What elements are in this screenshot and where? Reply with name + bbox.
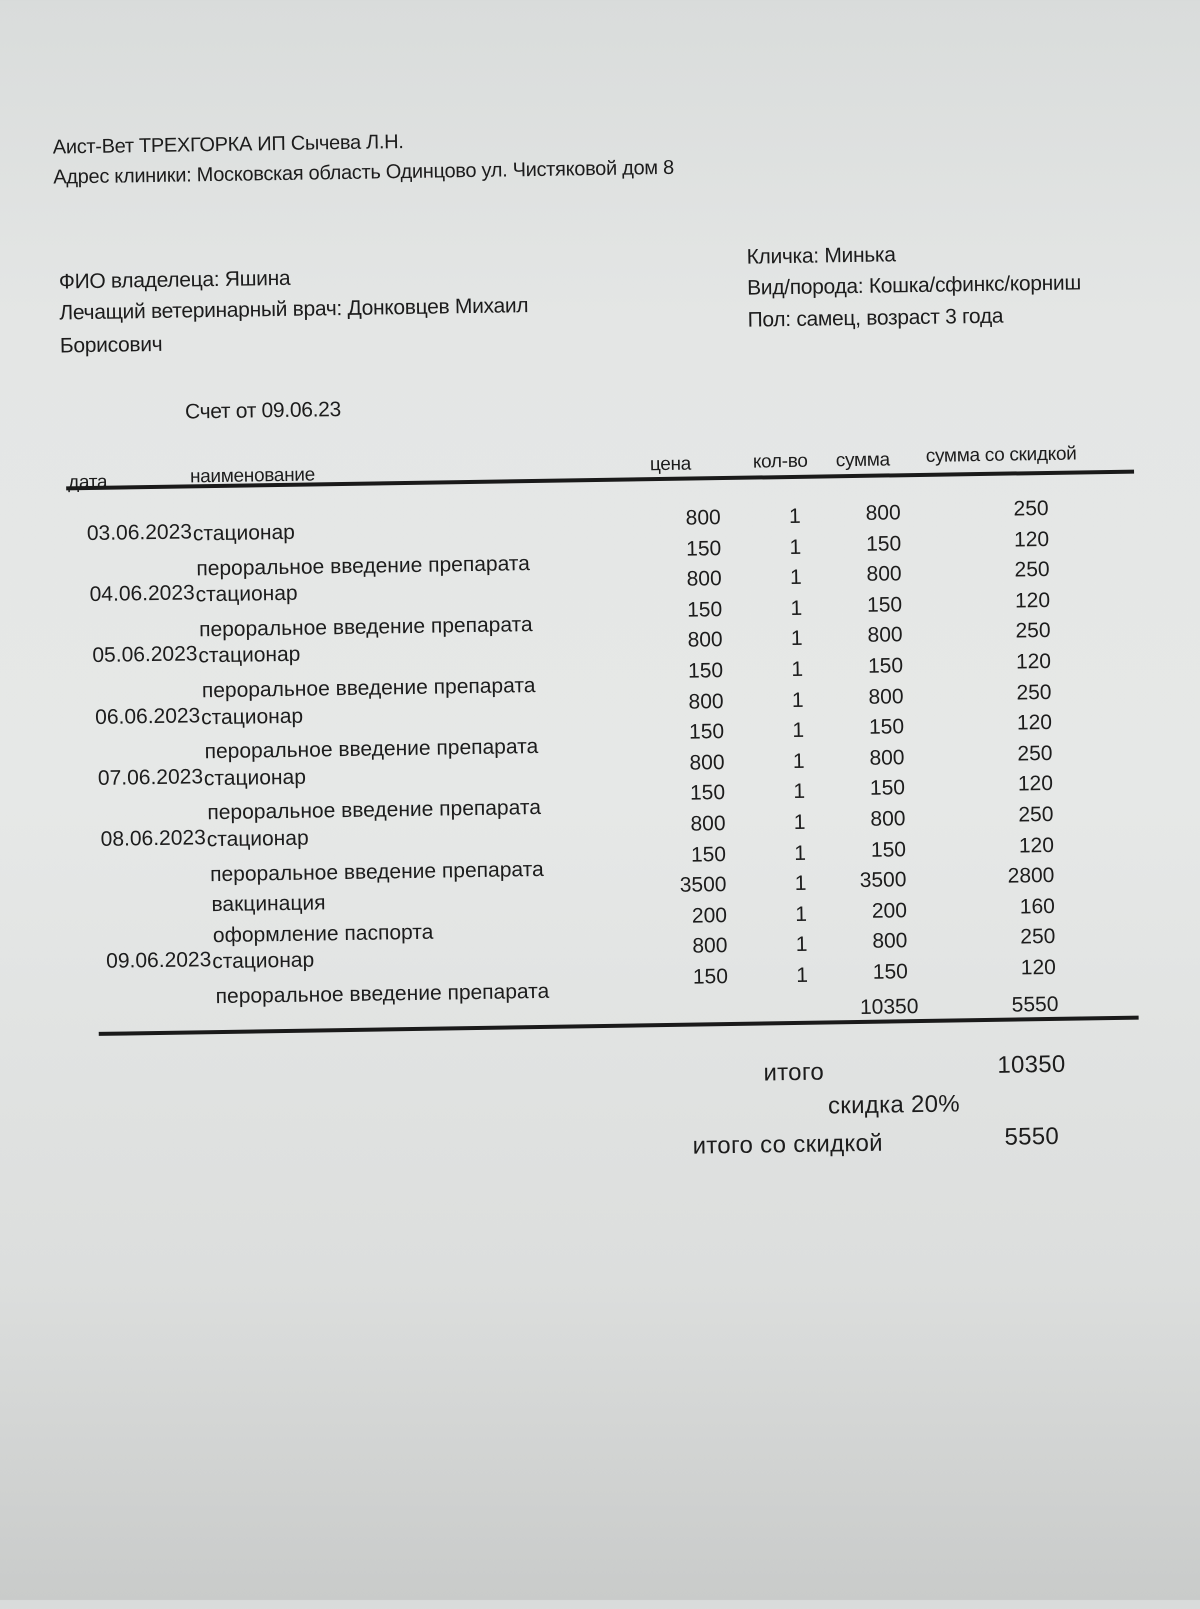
cell-qty: 1 (791, 688, 804, 712)
cell-date: 04.06.2023 (89, 581, 195, 607)
clinic-address: Адрес клиники: Московская область Одинцово ул. Чистяковой дом 8 (53, 156, 675, 189)
cell-sum: 800 (865, 501, 901, 525)
cell-qty: 1 (792, 749, 805, 773)
cell-price: 150 (685, 536, 722, 561)
footer-rule (99, 1016, 1139, 1036)
cell-qty: 1 (794, 871, 807, 896)
cell-name: оформление паспорта (212, 920, 434, 947)
cell-qty: 1 (793, 810, 806, 834)
column-total-sum-discount: 5550 (1011, 992, 1059, 1017)
cell-price: 150 (688, 720, 725, 744)
cell-date (103, 887, 203, 889)
vet-name-line-2: Борисович (59, 332, 163, 358)
cell-sum-discount: 250 (1017, 741, 1053, 766)
cell-sum: 800 (867, 623, 903, 648)
header-price: цена (649, 453, 692, 476)
header-date: дата (67, 471, 108, 494)
pet-name: Кличка: Минька (746, 243, 896, 269)
cell-date (107, 979, 207, 981)
cell-date: 09.06.2023 (106, 948, 212, 974)
cell-name: стационар (201, 704, 304, 729)
cell-date: 07.06.2023 (97, 765, 204, 790)
cell-name: пероральное введение препарата (201, 674, 536, 703)
cell-name: стационар (212, 948, 315, 974)
cell-qty: 1 (790, 627, 803, 651)
cell-price: 800 (685, 506, 721, 530)
cell-sum-discount: 160 (1019, 894, 1056, 919)
cell-sum-discount: 120 (1015, 649, 1052, 674)
cell-qty: 1 (791, 657, 804, 682)
cell-sum: 200 (871, 899, 908, 923)
total-value: 10350 (997, 1050, 1066, 1079)
header-sum-discount: сумма со скидкой (925, 443, 1077, 467)
cell-sum-discount: 120 (1014, 588, 1051, 613)
cell-sum: 800 (872, 929, 908, 954)
cell-name: стационар (195, 581, 298, 607)
cell-date: 05.06.2023 (92, 642, 198, 668)
cell-price: 150 (689, 781, 726, 805)
clinic-name: Аист-Вет ТРЕХГОРКА ИП Сычева Л.Н. (52, 131, 404, 159)
column-total-sum: 10350 (859, 995, 919, 1019)
header-sum: сумма (835, 449, 890, 472)
invoice-title: Счет от 09.06.23 (184, 398, 342, 424)
cell-sum-discount: 120 (1018, 833, 1055, 858)
cell-qty: 1 (788, 504, 801, 529)
cell-date: 06.06.2023 (94, 703, 201, 729)
total-discount-label: итого со скидкой (692, 1129, 884, 1160)
cell-sum: 150 (870, 837, 907, 862)
cell-name: стационар (198, 643, 301, 668)
cell-price: 800 (690, 812, 726, 836)
cell-sum: 150 (866, 593, 903, 617)
cell-date (94, 673, 194, 675)
cell-date (91, 612, 191, 614)
cell-name: пероральное введение препарата (204, 735, 539, 764)
header-name: наименование (189, 464, 316, 488)
pet-breed: Вид/порода: Кошка/сфинкс/корниш (746, 271, 1082, 300)
cell-sum: 150 (867, 654, 904, 678)
cell-sum: 800 (866, 562, 902, 586)
cell-qty: 1 (789, 566, 802, 590)
cell-name: стационар (206, 826, 309, 852)
cell-price: 150 (690, 842, 727, 867)
cell-qty: 1 (793, 780, 806, 804)
cell-sum: 150 (869, 776, 906, 801)
cell-price: 150 (686, 597, 723, 622)
cell-sum-discount: 250 (1020, 925, 1056, 949)
cell-date: 03.06.2023 (86, 520, 193, 546)
cell-qty: 1 (792, 718, 805, 743)
cell-name: пероральное введение препарата (215, 979, 550, 1009)
cell-price: 200 (691, 903, 728, 928)
cell-sum-discount: 120 (1020, 955, 1057, 980)
cell-sum-discount: 250 (1016, 680, 1052, 705)
cell-qty: 1 (796, 963, 809, 987)
cell-price: 3500 (679, 873, 727, 897)
cell-qty: 1 (789, 535, 802, 559)
header-qty: кол-во (752, 450, 808, 473)
cell-qty: 1 (795, 933, 808, 957)
cell-date (102, 857, 202, 859)
cell-qty: 1 (790, 596, 803, 620)
cell-name: стационар (192, 520, 296, 546)
cell-price: 800 (692, 934, 728, 958)
cell-name: пероральное введение препарата (196, 551, 531, 580)
cell-name: пероральное введение препарата (198, 612, 533, 642)
cell-price: 800 (686, 567, 722, 591)
cell-date (88, 551, 188, 553)
cell-sum: 150 (865, 531, 902, 556)
discount-label: скидка 20% (827, 1090, 961, 1120)
cell-sum-discount: 120 (1017, 772, 1054, 796)
cell-sum-discount: 250 (1015, 619, 1051, 643)
cell-name: пероральное введение препарата (209, 857, 544, 886)
cell-name: вакцинация (211, 891, 326, 917)
cell-price: 150 (692, 965, 729, 989)
cell-date (96, 735, 196, 737)
cell-price: 800 (688, 689, 724, 714)
cell-sum: 3500 (859, 868, 907, 893)
cell-date: 08.06.2023 (100, 826, 206, 851)
cell-qty: 1 (795, 902, 808, 926)
total-label: итого (763, 1058, 825, 1087)
total-discount-value: 5550 (1004, 1122, 1060, 1151)
cell-name: пероральное введение препарата (207, 796, 542, 825)
cell-sum-discount: 250 (1013, 496, 1049, 521)
cell-sum: 800 (870, 807, 906, 831)
cell-sum: 150 (872, 960, 909, 984)
cell-sum-discount: 250 (1018, 802, 1054, 827)
cell-sum: 800 (868, 684, 904, 709)
cell-date (105, 918, 205, 920)
cell-sum: 150 (868, 715, 905, 739)
cell-date (99, 796, 199, 798)
owner-name: ФИО владелеца: Яшина (58, 266, 291, 294)
cell-sum-discount: 250 (1014, 558, 1050, 582)
cell-sum-discount: 120 (1016, 711, 1053, 735)
cell-sum-discount: 120 (1013, 527, 1050, 552)
cell-price: 150 (687, 659, 724, 683)
cell-price: 800 (687, 628, 723, 653)
cell-qty: 1 (794, 841, 807, 865)
cell-name: стационар (203, 765, 307, 791)
cell-price: 800 (689, 750, 725, 775)
cell-sum: 800 (869, 746, 905, 770)
vet-name-line-1: Лечащий ветеринарный врач: Донковцев Михаил (59, 294, 529, 325)
pet-sex-age: Пол: самец, возраст 3 года (747, 304, 1004, 332)
cell-sum-discount: 2800 (1007, 864, 1055, 888)
